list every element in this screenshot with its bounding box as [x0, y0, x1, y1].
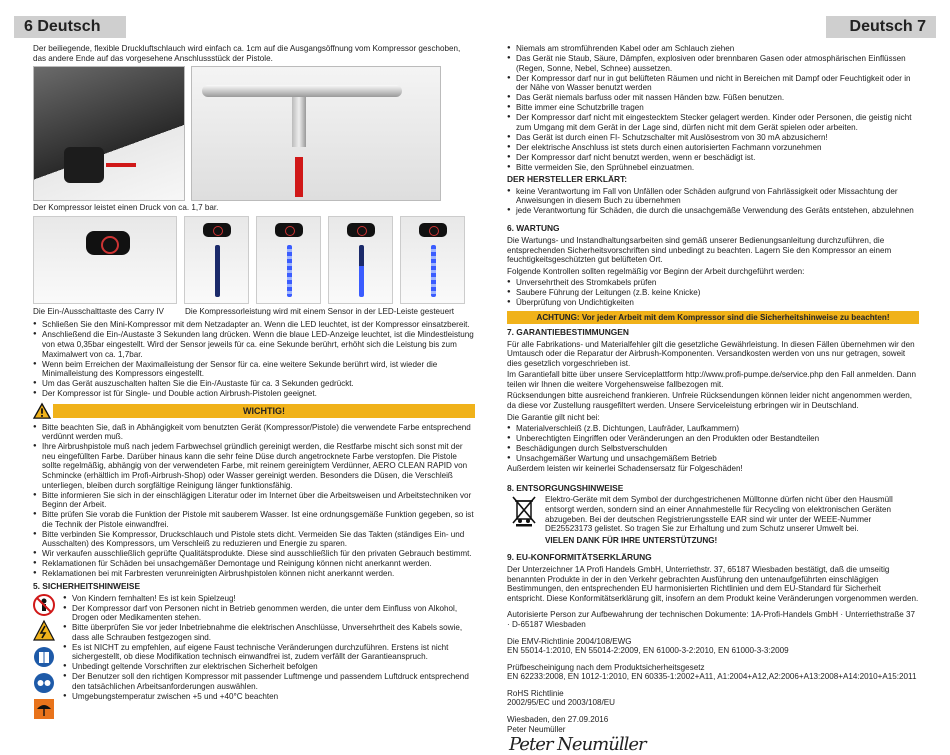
section-title-wartung: 6. WARTUNG — [507, 223, 560, 234]
list-item: ● Bitte prüfen Sie vorab die Funktion der Pistole mit sauberem Wasser. Ist eine ordnungsgemäße Funktion gegeben, so ist die Technik der Pistole einwandfrei. — [33, 510, 475, 529]
section-title-konformitaet: 9. EU-KONFORMITÄTSERKLÄRUNG — [507, 552, 652, 563]
place-date: Wiesbaden, den 27.09.2016 — [507, 715, 609, 725]
list-item: ● Es ist NICHT zu empfehlen, auf eigene Faust technische Veränderungen durchzuführen. Erstens ist nicht sichergestellt, ob diese Modifikation technisch einwandfrei ist, zudem verfällt der Garantieanspruch. — [63, 643, 475, 662]
electric-hazard-icon — [33, 620, 55, 642]
airbrush-gun-photo — [191, 66, 441, 201]
power-button-icon — [347, 223, 375, 237]
section-title-garantie: 7. GARANTIEBESTIMMUNGEN — [507, 326, 629, 337]
emv-title: Die EMV-Richtlinie 2004/108/EWG — [507, 636, 632, 646]
read-manual-icon — [33, 646, 55, 668]
garantie-text-3: Rücksendungen bitte ausreichend frankieren. Unfreie Rücksendungen können leider nicht angenommen werden, da diese vor Zustellung rausgefiltert werden. Unsere Serviceleistung erbringen wir in Deutschland. — [507, 391, 912, 411]
power-button-photo — [33, 216, 177, 304]
warning-title: WICHTIG! — [53, 404, 475, 418]
ce-text: Der Unterzeichner 1A Profi Handels GmbH, Unterriethstr. 37, 65187 Wiesbaden bestätigt, daß die umseitig benannten Produkte in der in den Verkehr gebrachten Ausführung den untenaufgeführten einschlägigen Bestimmungen, den entsprechenden EU harmonisierten Richtlinien und dem EU-Standard für Sicherheit entspricht. Diese Konformitätserklärung gilt, insofern an dem Produkt keine Veränderungen vorgenommen werden. — [507, 564, 919, 603]
list-item: ● Das Gerät ist durch einen FI- Schutzschalter mit Auslösestrom von 30 mA abzusichern! — [507, 133, 919, 143]
list-item: ● Das Gerät nie Staub, Säure, Dämpfen, explosiven oder brennbaren Gasen oder atmosphärischen Einflüssen (Regen, Sonne, Nebel, Schnee) aussetzen. — [507, 54, 919, 73]
section-title-safety: 5. SICHERHEITSHINWEISE — [33, 580, 141, 591]
list-item: ● keine Verantwortung im Fall von Unfällen oder Schäden aufgrund von Fahrlässigkeit oder Missachtung der Anweisungen in diesem Buch zu übernehmen — [507, 187, 919, 206]
power-button-icon — [275, 223, 303, 237]
list-item: ● Der Benutzer soll den richtigen Kompressor mit passender Luftmenge und passendem Luftdruck entsprechend den tatsächlichen Arbeitsanforderungen auswählen. — [63, 672, 475, 691]
hose-nipple-shape — [292, 97, 306, 147]
garantie-outro: Außerdem leisten wir keinerlei Schadensersatz für Folgeschäden! — [507, 464, 743, 474]
warning-list — [33, 423, 475, 579]
caption-row-led — [33, 307, 475, 317]
list-item: ● Anschließend die Ein-/Austaste 3 Sekunden lang drücken. Wenn die blaue LED-Anzeige leuchtet, ist die Mindestleistung von etwa 0,35bar eingestellt. Wird der Sensor jeweils für ca. eine Sekunde berührt, erhöht sich die Leistung bis zum Maximalwert von ca. 1,7bar. — [33, 330, 475, 359]
page-header-right: Deutsch 7 — [826, 16, 936, 38]
entsorgung-content — [545, 495, 919, 545]
keep-dry-icon — [33, 698, 55, 720]
caption-switch: Die Ein-/Ausschalttaste des Carry IV — [33, 306, 164, 316]
list-item: ● Unversehrtheit des Stromkabels prüfen — [507, 278, 919, 288]
list-item: ● Wir verkaufen ausschließlich geprüfte Qualitätsprodukte. Diese sind ausschließlich für den privaten Gebrauch bestimmt. — [33, 549, 475, 559]
list-item: ● Unbedingt geltende Vorschriften zur elektrischen Sicherheit befolgen — [63, 662, 475, 672]
outlet-socket-shape — [64, 147, 104, 183]
left-column — [33, 44, 475, 720]
operation-list — [33, 320, 475, 398]
wartung-text: Die Wartungs- und Instandhaltungsarbeiten sind gemäß unserer Bedienungsanleitung durchzuführen, die entsprechenden Sicherheitsvorschriften sind unbedingt zu beachten. Lagern Sie den Kompressor an einem feuchtigkeitsgeschützten gut belüfteten Ort. — [507, 235, 892, 265]
intro-text: Der beiliegende, flexible Druckluftschlauch wird einfach ca. 1cm auf die Ausgangsöffnung vom Kompressor geschoben, das andere Ende auf das vorgesehene Anschlussstück der Pistole. — [33, 44, 461, 63]
photo-row-hose — [33, 66, 475, 201]
list-item: ● Schließen Sie den Mini-Kompressor mit dem Netzadapter an. Wenn die LED leuchtet, ist der Kompressor einsatzbereit. — [33, 320, 475, 330]
signature: Peter Neumüller — [509, 734, 646, 755]
list-item: ● Der Kompressor darf nicht benutzt werden, wenn er beschädigt ist. — [507, 153, 919, 163]
list-item: ● Niemals am stromführenden Kabel oder am Schlauch ziehen — [507, 44, 919, 54]
caption-pressure: Der Kompressor leistet einen Druck von ca. 1,7 bar. — [33, 203, 219, 213]
list-item: ● Materialverschleiß (z.B. Dichtungen, Laufräder, Laufkammern) — [507, 424, 919, 434]
list-item: ● Der Kompressor darf von Personen nicht in Betrieb genommen werden, die unter dem Einfluss von Alkohol, Drogen oder Medikamenten stehen. — [63, 604, 475, 623]
warning-triangle-icon — [33, 403, 51, 419]
compressor-outlet-photo — [33, 66, 185, 201]
list-item: ● Unsachgemäßer Wartung und unsachgemäßem Betrieb — [507, 454, 919, 464]
list-item: ● Der Kompressor ist für Single- und Double action Airbrush-Pistolen geeignet. — [33, 389, 475, 399]
list-item: ● Bitte vermeiden Sie, den Sprühnebel einzuatmen. — [507, 163, 919, 173]
list-item: ● Um das Gerät auszuschalten halten Sie die Ein-/Austaste für ca. 3 Sekunden gedrückt. — [33, 379, 475, 389]
page-header-left: 6 Deutsch — [14, 16, 126, 38]
safety-icons — [33, 594, 59, 720]
safety-block — [33, 594, 475, 720]
section-title-entsorgung: 8. ENTSORGUNGSHINWEISE — [507, 482, 624, 493]
crossed-bin-icon — [511, 495, 537, 527]
maker-list — [507, 187, 919, 216]
safety-list — [63, 594, 475, 720]
list-item: ● Bitte beachten Sie, daß in Abhängigkeit vom benutzten Gerät (Kompressor/Pistole) die verwendete Farbe entsprechend verdünnt werden muß. — [33, 423, 475, 442]
list-item: ● Überprüfung von Undichtigkeiten — [507, 298, 919, 308]
wear-goggles-icon — [33, 672, 55, 694]
right-column — [507, 44, 919, 755]
list-item: ● Der Kompressor darf nicht mit eingestecktem Stecker gelagert werden. Kinder oder Personen, die geistig nicht zum Umgang mit dem Gerät in der Lage sind, dürfen nicht mit dem Gerät spielen oder arbeiten. — [507, 113, 919, 132]
led-bar-partial — [359, 245, 364, 297]
list-item: ● Beschädigungen durch Selbstverschulden — [507, 444, 919, 454]
list-item: ● Bitte verbinden Sie Kompressor, Druckschlauch und Pistole stets dicht. Vermeiden Sie das Takten (ständiges Ein- und Ausschalten) des Kompressors, um Verschleiß zu reduzieren und Energie zu sparen. — [33, 530, 475, 549]
power-button-icon — [86, 231, 130, 255]
pruef-text: EN 62233:2008, EN 1012-1:2010, EN 60335-1:2002+A11, A1:2004+A12,A2:2006+A13:2008+A14:2010+A15:2011 — [507, 672, 917, 682]
list-item: ● Saubere Führung der Leitungen (z.B. keine Knicke) — [507, 288, 919, 298]
list-item: ● Wenn beim Erreichen der Maximalleistung der Sensor für ca. eine weitere Sekunde berührt wird, ist wieder die Minimalleistung des Kompressors eingestellt. — [33, 360, 475, 379]
caption-sensor: Die Kompressorleistung wird mit einem Sensor in der LED-Leiste gesteuert — [185, 306, 455, 316]
led-level-photo-4 — [400, 216, 465, 304]
list-item: ● jede Verantwortung für Schäden, die durch die unsachgemäße Verwendung des Geräts entstehen, abzulehnen — [507, 206, 919, 216]
entsorgung-block — [507, 495, 919, 545]
rohs-text: 2002/95/EC und 2003/108/EU — [507, 698, 616, 708]
signer-name: Peter Neumüller — [507, 724, 566, 734]
list-item: ● Reklamationen für Schäden bei unsachgemäßer Demontage und Reinigung können nicht anerkannt werden. — [33, 559, 475, 569]
garantie-text-2: Im Garantiefall bitte über unsere Serviceplattform http://www.profi-pumpe.de/service.php den Fall anmelden. Dann teilen wir Ihnen die weitere Vorgehensweise fallbezogen mit. — [507, 370, 916, 389]
list-item: ● Ihre Airbrushpistole muß nach jedem Farbwechsel gründlich gereinigt werden, die Restfarbe mischt sich sonst mit der neu eingefüllten Farbe. Darüber hinaus kann die sehr feine Düse durch angetrocknete Farbe verstopfen. Die Pistole sollte regelmäßig, abhängig von der verwendeten Farbe, mit reinem gereinigtem Verdünner, AERO CLEAN RAPID von Schmincke (erhältlich im Profi-Airbrush-Shop) oder Wasser gereinigt werden. Besonders die Düsen, die Verschleiß unterliegen, bleiben durch sorgfältige Reinigung länger funktionsfähig. — [33, 442, 475, 490]
garantie-text-1: Für alle Fabrikations- und Materialfehler gilt die gesetzliche Gewährleistung. In diesen Fällen übernehmen wir den Umtausch oder die Reparatur der Airbrush-Komponenten. Versandkosten werden von uns nur getragen, soweit dies gesetzlich vorgeschrieben ist. — [507, 339, 915, 368]
achtung-banner: ACHTUNG: Vor jeder Arbeit mit dem Kompressor sind die Sicherheitshinweise zu beachten! — [507, 311, 919, 324]
red-up-arrow-icon — [295, 157, 303, 197]
airbrush-body-shape — [202, 85, 402, 97]
photo-row-led — [33, 216, 475, 304]
wartung-list — [507, 278, 919, 308]
no-children-icon — [33, 594, 55, 616]
warning-header — [33, 403, 475, 419]
power-button-icon — [419, 223, 447, 237]
list-item: ● Bitte überprüfen Sie vor jeder Inbetriebnahme die elektrischen Anschlüsse, Unversehrtheit des Kabels sowie, dass alle Schrauben festgezogen sind. — [63, 623, 475, 642]
list-item: ● Der Kompressor darf nur in gut belüfteten Räumen und nicht in Bereichen mit Dampf oder Feuchtigkeit oder in der Nähe von Wasser benutzt werden — [507, 74, 919, 93]
ce-person: Autorisierte Person zur Aufbewahrung der technischen Dokumente: 1A-Profi-Handels GmbH · Unterriethstraße 37 · D-65187 Wiesbaden — [507, 610, 916, 629]
pruef-title: Prüfbescheinigung nach dem Produktsicherheitsgesetz — [507, 662, 705, 672]
led-level-photo-3 — [328, 216, 393, 304]
led-bar-off — [215, 245, 220, 297]
emv-text: EN 55014-1:2010, EN 55014-2:2009, EN 61000-3-2:2010, EN 61000-3-3:2009 — [507, 646, 789, 656]
section-title-maker: DER HERSTELLER ERKLÄRT: — [507, 174, 628, 185]
list-item: ● Umgebungstemperatur zwischen +5 und +40°C beachten — [63, 692, 475, 702]
list-item: ● Der elektrische Anschluss ist stets durch einen autorisierten Fachmann vorzunehmen — [507, 143, 919, 153]
garantie-list — [507, 424, 919, 464]
wartung-intro: Folgende Kontrollen sollten regelmäßig vor Beginn der Arbeit durchgeführt werden: — [507, 266, 805, 276]
led-bar-dotted — [431, 245, 436, 297]
power-button-icon — [203, 223, 231, 237]
entsorgung-text: Elektro-Geräte mit dem Symbol der durchgestrichenen Mülltonne dürfen nicht über den Hausmüll entsorgt werden, sondern sind an einer Annahmestelle für Recycling von elektronischen Geräten abzugeben. Bei der deutschen Registrierungsstelle EAR sind wir unter der WEEE-Nummer DE25523173 gelistet. So tragen Sie zur Erhaltung und zum Schutz unserer Umwelt bei. — [545, 495, 893, 534]
list-item: ● Von Kindern fernhalten! Es ist kein Spielzeug! — [63, 594, 475, 604]
led-level-photo-2 — [256, 216, 321, 304]
list-item: ● Unberechtigten Eingriffen oder Veränderungen an den Produkten oder Bestandteilen — [507, 434, 919, 444]
safety-list-continued — [507, 44, 919, 172]
entsorgung-thanks: VIELEN DANK FÜR IHRE UNTERSTÜTZUNG! — [545, 535, 718, 545]
garantie-intro: Die Garantie gilt nicht bei: — [507, 412, 600, 422]
led-level-photo-1 — [184, 216, 249, 304]
led-bar-full — [287, 245, 292, 297]
list-item: ● Das Gerät niemals barfuss oder mit nassen Händen bzw. Füßen benutzen. — [507, 93, 919, 103]
rohs-title: RoHS Richtlinie — [507, 688, 564, 698]
red-arrow-icon — [106, 163, 136, 167]
list-item: ● Bitte informieren Sie sich in der einschlägigen Literatur oder im Internet über die Arbeitsweisen und Arbeitstechniken vor Beginn der Arbeit. — [33, 491, 475, 510]
list-item: ● Reklamationen bei mit Farbresten verunreinigten Airbrushpistolen können nicht anerkannt werden. — [33, 569, 475, 579]
list-item: ● Bitte immer eine Schutzbrille tragen — [507, 103, 919, 113]
